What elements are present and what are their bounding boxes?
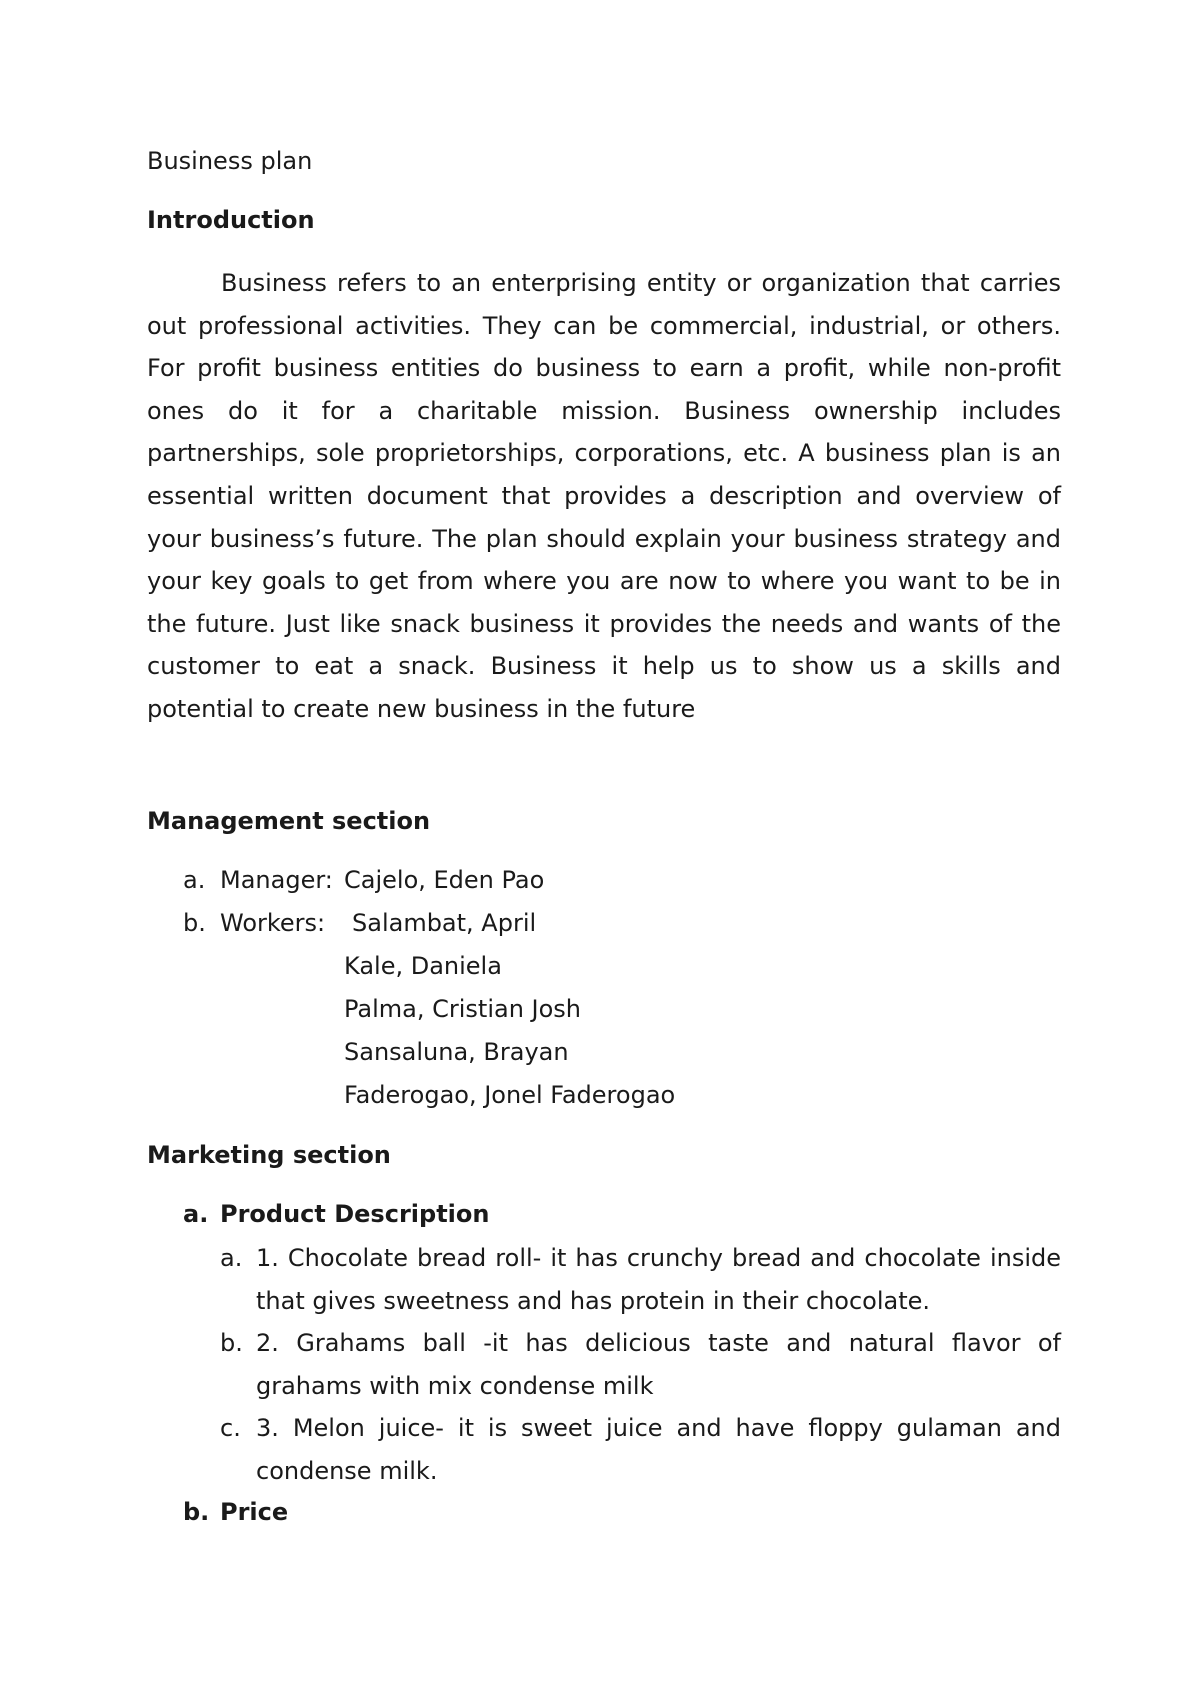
management-heading: Management section [147,807,431,835]
product-description-marker: a. [183,1200,209,1228]
price-label: Price [220,1498,289,1526]
worker-name: Sansaluna, Brayan [344,1038,569,1066]
manager-label: Manager: [220,866,333,894]
product-item-marker: b. [220,1329,243,1357]
product-item-text: 2. Grahams ball -it has delicious taste and natural flavor of grahams with mix condense milk [256,1329,1061,1400]
product-description-label: Product Description [220,1200,490,1228]
price-marker: b. [183,1498,210,1526]
product-item-text: 3. Melon juice- it is sweet juice and have floppy gulaman and condense milk. [256,1414,1061,1485]
product-item-marker: c. [220,1414,241,1442]
introduction-heading: Introduction [147,206,315,234]
workers-label: Workers: [220,909,326,937]
worker-name: Kale, Daniela [344,952,502,980]
product-item-text: 1. Chocolate bread roll- it has crunchy bread and chocolate inside that gives sweetness and has protein in their chocolate. [256,1244,1061,1315]
worker-name: Salambat, April [352,909,537,937]
manager-marker: a. [183,866,206,894]
worker-name: Palma, Cristian Josh [344,995,582,1023]
marketing-heading: Marketing section [147,1141,391,1169]
product-item-marker: a. [220,1244,243,1272]
manager-name: Cajelo, Eden Pao [344,866,545,894]
introduction-paragraph: Business refers to an enterprising entity or organization that carries out professional activities. They can be commercial, industrial, or others. For profit business entities do business to earn a profit, while non-profit ones do it for a charitable mission. Business ownership includes partnerships, sole proprietorships, corporations, etc. A business plan is an essential written document that provides a description and overview of your business’s future. The plan should explain your business strategy and your key goals to get from where you are now to where you want to be in the future. Just like snack business it provides the needs and wants of the customer to eat a snack. Business it help us to show us a skills and potential to create new business in the future [147,269,1061,723]
worker-name: Faderogao, Jonel Faderogao [344,1081,676,1109]
workers-marker: b. [183,909,206,937]
document-title: Business plan [147,147,313,175]
